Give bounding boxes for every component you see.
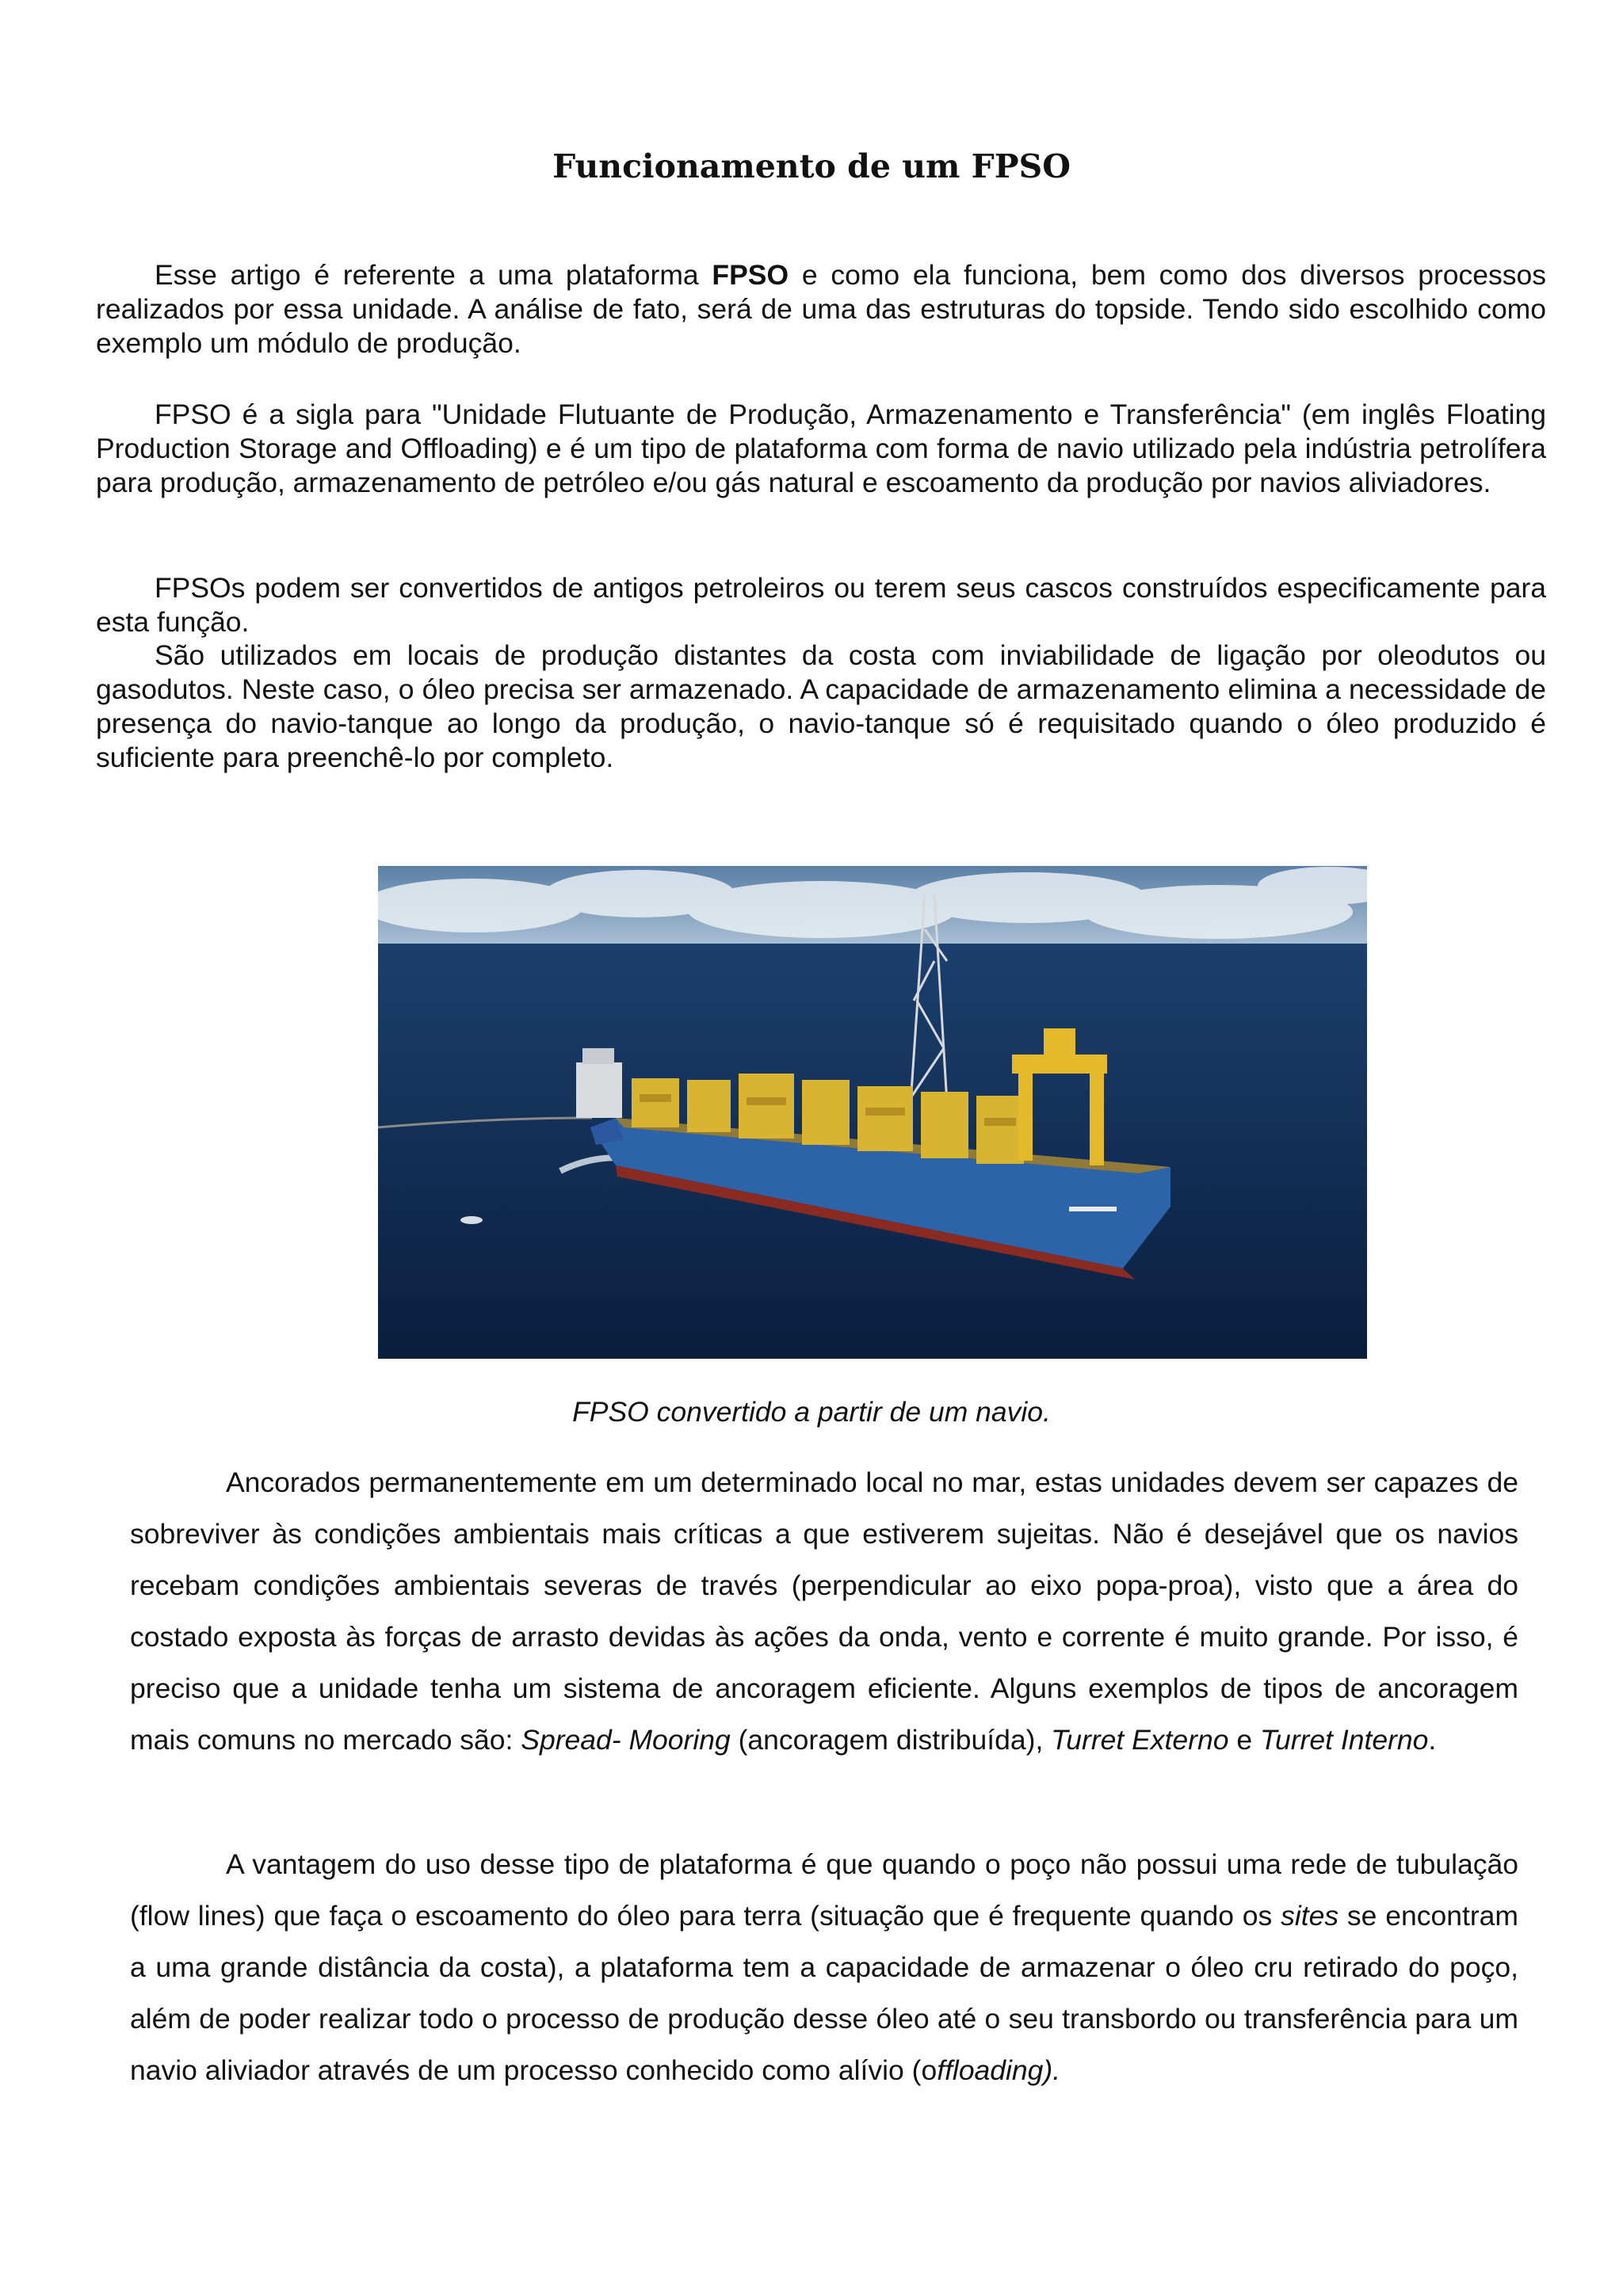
paragraph-advantage: [130, 1839, 1518, 2096]
fpso-ship-photo: [378, 866, 1367, 1359]
paragraph-mooring-text-1: Ancorados permanentemente em um determinado local no mar, estas unidades devem ser capazes de sobreviver às condições ambientais mais críticas a que estiverem sujeitas. Não é desejável que os navios recebam condições ambientais severas de través (perpendicular ao eixo popa-proa), visto que a área do costado exposta às forças de arrasto devidas às ações da onda, vento e corrente é muito grande. Por isso, é preciso que a unidade tenha um sistema de ancoragem eficiente. Alguns exemplos de tipos de ancoragem mais comuns no mercado são:: [130, 1466, 1518, 1756]
paragraph-advantage-text-2: se encontram a uma grande distância da costa), a plataforma tem a capacidade de armazenar o óleo cru retirado do poço, além de poder realizar todo o processo de produção desse óleo até o seu transbordo ou transferência para um navio aliviador através de um processo conhecido como alívio (o: [130, 1900, 1518, 2086]
paragraph-definition: FPSO é a sigla para "Unidade Flutuante de Produção, Armazenamento e Transferência" (em inglês Floating Production Storage and Offloading) e é um tipo de plataforma com forma de navio utilizado pela indústria petrolífera para produção, armazenamento de petróleo e/ou gás natural e escoamento da produção por navios aliviadores.: [96, 399, 1546, 498]
photo-caption: FPSO convertido a partir de um navio.: [572, 1396, 1051, 1428]
paragraph-mooring-text-3: e: [1228, 1724, 1260, 1756]
term-turret-interno: Turret Interno: [1259, 1724, 1429, 1756]
paragraph-intro-text-cont: e como ela funciona, bem como dos diversos processos realizados por essa unidade. A análise de fato, será de uma das estruturas do topside. Tendo sido escolhido como exemplo um módulo de produção.: [96, 259, 1546, 359]
paragraph-advantage-text-1: A vantagem do uso desse tipo de plataforma é que quando o poço não possui uma rede de tubulação (flow lines) que faça o escoamento do óleo para terra (situação que é frequente quando os: [130, 1848, 1518, 1932]
term-turret-externo: Turret Externo: [1051, 1724, 1229, 1756]
paragraph-usage: São utilizados em locais de produção distantes da costa com inviabilidade de ligação por oleodutos ou gasodutos. Neste caso, o óleo precisa ser armazenado. A capacidade de armazenamento elimina a necessidade de presença do navio-tanque ao longo da produção, o navio-tanque só é requisitado quando o óleo produzido é suficiente para preenchê-lo por completo.: [96, 639, 1546, 773]
fpso-bold-term: FPSO: [712, 259, 789, 291]
paragraph-conversion: FPSOs podem ser convertidos de antigos petroleiros ou terem seus cascos construídos especificamente para esta função.: [96, 572, 1546, 638]
term-sites: sites: [1281, 1900, 1339, 1932]
paragraph-intro-text: Esse artigo é referente a uma plataforma: [155, 259, 712, 291]
paragraph-mooring-text-4: .: [1428, 1724, 1437, 1756]
paragraph-mooring: [130, 1457, 1518, 1766]
document-title: Funcionamento de um FPSO: [552, 147, 1071, 185]
term-spread-mooring: Spread- Mooring: [521, 1724, 731, 1756]
paragraph-intro: [96, 258, 1546, 360]
paragraph-mooring-text-2: (ancoragem distribuída),: [730, 1724, 1052, 1756]
term-offloading: ffloading).: [937, 2054, 1061, 2086]
